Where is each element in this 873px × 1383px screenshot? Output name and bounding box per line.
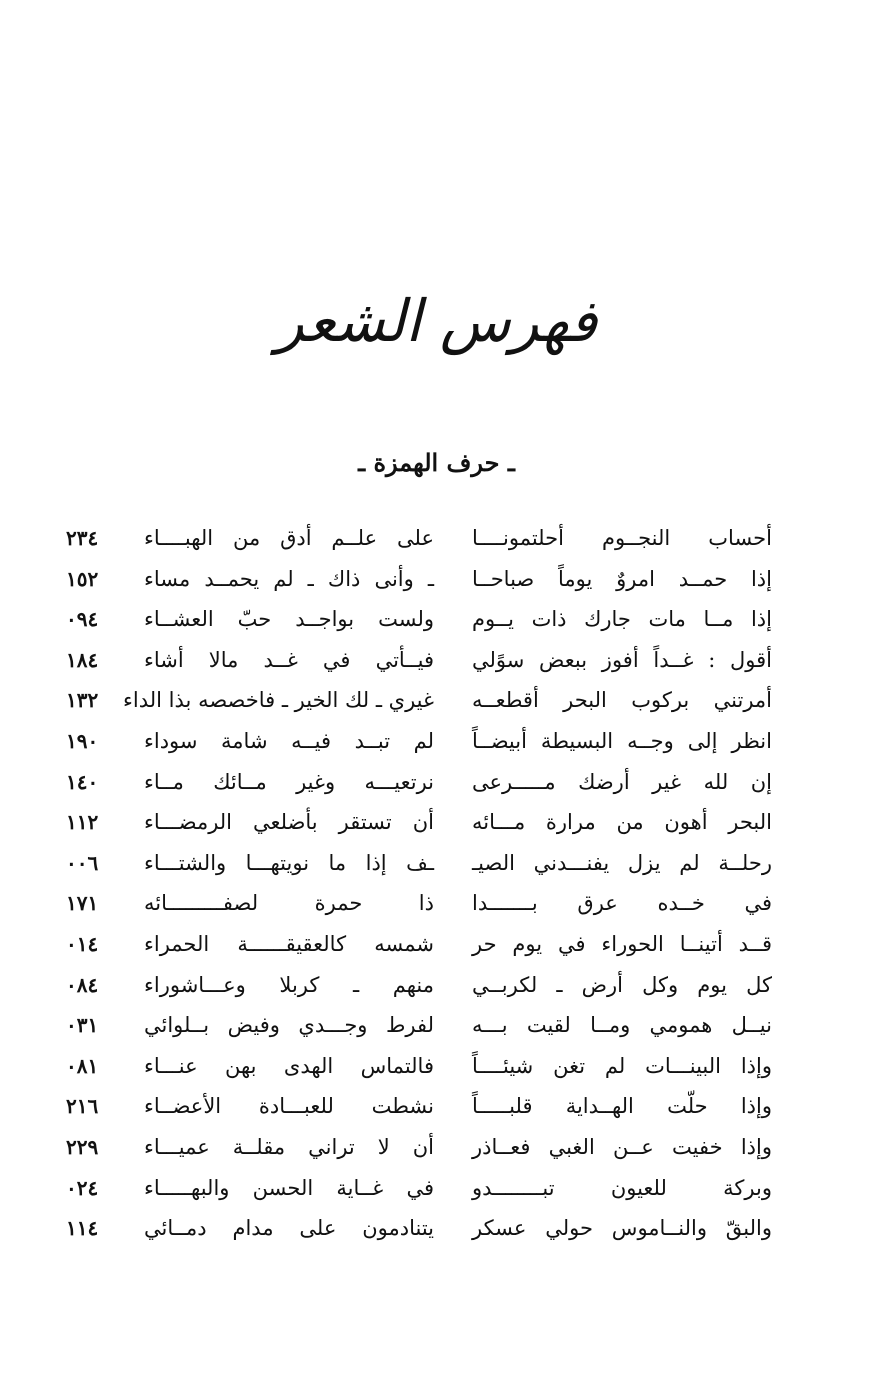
page-number: ١١٤ <box>66 1216 99 1241</box>
second-hemistich: أن تستقر بأضلعي الرمضـــاء <box>144 810 434 835</box>
index-row <box>66 843 772 884</box>
index-row <box>66 1168 772 1209</box>
index-row <box>66 762 772 803</box>
second-hemistich: نشطت للعبـــادة الأعضــاء <box>144 1094 434 1119</box>
page-number: ٠٨٤ <box>66 972 99 997</box>
second-hemistich: فيــأتي في غــد مالا أشاء <box>144 647 434 672</box>
page-number: ١٥٢ <box>66 566 99 591</box>
first-hemistich: البحر أهون من مرارة مـــائه <box>472 810 772 835</box>
page-number: ٠٩٤ <box>66 607 99 632</box>
second-hemistich: يتنادمون على مدام دمــائي <box>144 1216 434 1241</box>
index-row <box>66 1127 772 1168</box>
page-number: ١١٢ <box>66 810 99 835</box>
first-hemistich: وإذا حلّت الهــداية قلبـــــاً <box>472 1094 772 1119</box>
second-hemistich: ـ وأنى ذاك ـ لم يحمــد مساء <box>144 566 434 591</box>
page-number: ١٤٠ <box>66 769 99 794</box>
second-hemistich: فالتماس الهدى بهن عنـــاء <box>144 1053 434 1078</box>
poetry-index-list <box>66 518 772 1249</box>
first-hemistich: أحساب النجــوم أحلتمونــــا <box>472 526 772 550</box>
page-number: ٢٢٩ <box>66 1134 99 1159</box>
first-hemistich: أمرتني بركوب البحر أقطعــه <box>472 688 772 713</box>
first-hemistich: إن لله غير أرضك مـــــرعى <box>472 769 772 794</box>
second-hemistich: شمسه كالعقيقــــــة الحمراء <box>144 931 434 956</box>
second-hemistich: لم تبــد فيــه شامة سوداء <box>144 728 434 753</box>
index-row <box>66 721 772 762</box>
first-hemistich: وبركة للعيون تبــــــــدو <box>472 1175 772 1200</box>
second-hemistich: لفرط وجـــدي وفيض بــلوائي <box>144 1013 434 1038</box>
index-row <box>66 1005 772 1046</box>
first-hemistich: انظر إلى وجــه البسيطة أبيضــاً <box>472 728 772 753</box>
page-number: ٠٣١ <box>66 1013 99 1038</box>
page-number: ٠٨١ <box>66 1053 99 1078</box>
first-hemistich: قــد أتينــا الحوراء في يوم حر <box>472 931 772 956</box>
page-number: ١٣٢ <box>66 688 99 713</box>
index-row <box>66 924 772 965</box>
index-row <box>66 1046 772 1087</box>
page-number: ٢١٦ <box>66 1094 99 1119</box>
first-hemistich: في خــده عرق بـــــــدا <box>472 891 772 916</box>
second-hemistich: في غــاية الحسن والبهـــــاء <box>144 1175 434 1200</box>
first-hemistich: والبقّ والنــاموس حولي عسكر <box>472 1216 772 1241</box>
index-row <box>66 640 772 681</box>
page-number: ٢٣٤ <box>66 526 99 550</box>
page-number: ١٩٠ <box>66 728 99 753</box>
first-hemistich: رحلــة لم يزل يفنـــدني الصيـ <box>472 850 772 875</box>
index-row <box>66 965 772 1006</box>
second-hemistich: أن لا تراني مقلــة عميـــاء <box>144 1134 434 1159</box>
second-hemistich: ـف إذا ما نويتهـــا والشتـــاء <box>144 850 434 875</box>
index-row <box>66 559 772 600</box>
first-hemistich: وإذا البينـــات لم تغن شيئــــاً <box>472 1053 772 1078</box>
first-hemistich: إذا حمــد امروٌ يوماً صباحــا <box>472 566 772 591</box>
page-number: ٠٢٤ <box>66 1175 99 1200</box>
page-number: ٠٠٦ <box>66 850 99 875</box>
second-hemistich: غيري ـ لك الخير ـ فاخصصه بذا الداء <box>123 688 434 713</box>
index-row <box>66 680 772 721</box>
index-row <box>66 802 772 843</box>
first-hemistich: نيــل همومي ومــا لقيت بـــه <box>472 1013 772 1038</box>
second-hemistich: على علــم أدق من الهبــــاء <box>144 526 434 550</box>
index-row <box>66 1086 772 1127</box>
page-number: ٠١٤ <box>66 931 99 956</box>
index-row <box>66 883 772 924</box>
index-row <box>66 599 772 640</box>
section-heading: ـ حرف الهمزة ـ <box>358 448 515 477</box>
first-hemistich: إذا مــا مات جارك ذات يــوم <box>472 607 772 632</box>
second-hemistich: منهم ـ كربلا وعـــاشوراء <box>144 972 434 997</box>
second-hemistich: ذا حمرة لصفـــــــــائه <box>144 891 434 916</box>
first-hemistich: كل يوم وكل أرض ـ لكربــي <box>472 972 772 997</box>
first-hemistich: وإذا خفيت عــن الغبي فعــاذر <box>472 1134 772 1159</box>
page-title: فهرس الشعر <box>275 287 598 355</box>
second-hemistich: نرتعيـــه وغير مــائك مــاء <box>144 769 434 794</box>
page-number: ١٧١ <box>66 891 99 916</box>
second-hemistich: ولست بواجــد حبّ العشــاء <box>144 607 434 632</box>
first-hemistich: أقول : غــداً أفوز ببعض سوًلي <box>472 647 772 672</box>
index-row <box>66 1208 772 1249</box>
index-row <box>66 518 772 559</box>
page-number: ١٨٤ <box>66 647 99 672</box>
